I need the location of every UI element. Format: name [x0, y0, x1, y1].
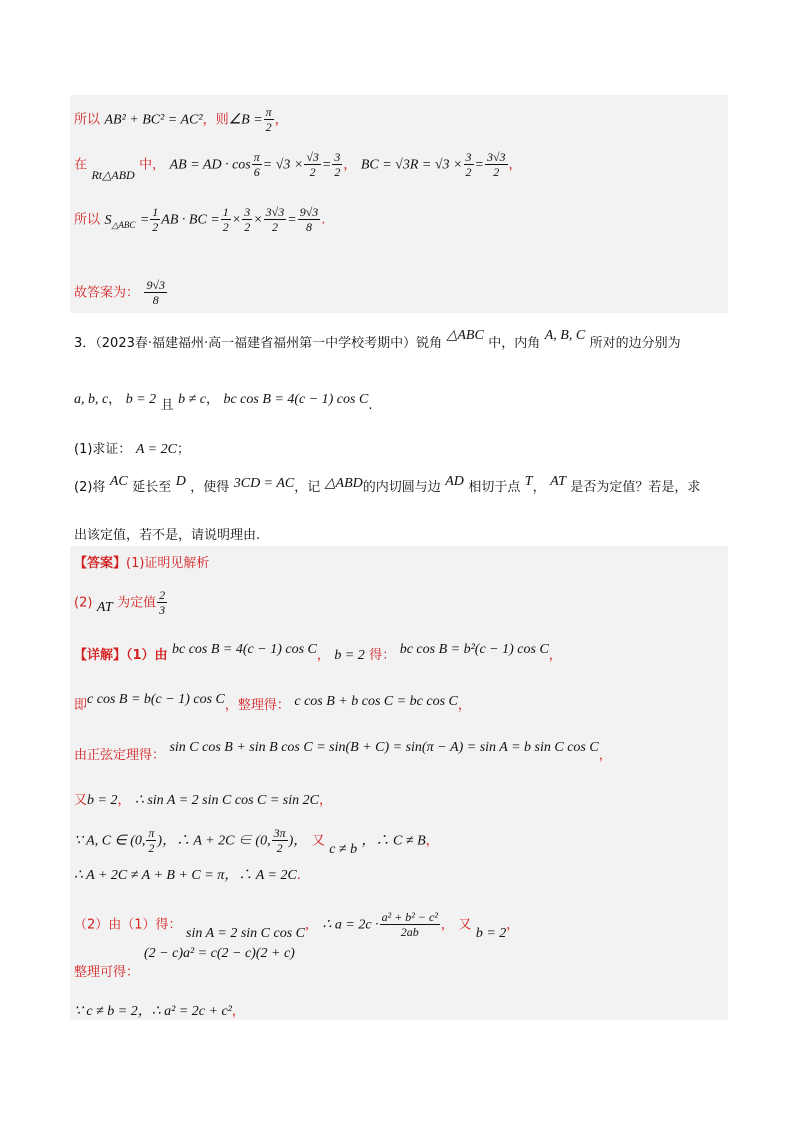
detail-line-4: 又b = 2， ∴ sin A = 2 sin C cos C = sin 2C， [74, 793, 332, 808]
solution-line-3: 所以 $S_{\triangle ABC}$ = $\frac{1}{2}$ AB · BC = $\frac{1}{2}$ × $\frac{3}{2}$ × $\frac{3√3}{2}$ = $\frac{9√3}{8}$ . [74, 205, 326, 234]
fraction: $\frac{√3}{2}$ [306, 150, 319, 179]
answer-line-1: 【答案】(1)证明见解析 [74, 556, 210, 571]
detail-line-2: 即c cos B = b(c − 1) cos C，整理得： c cos B + b cos C = bc cos C， [74, 692, 471, 713]
problem-3-line-1: 3．（2023春·福建福州·高一福建省福州第一中学校考期中）锐角 △ABC 中，内角 A, B, C 所对的边分别为 [74, 328, 681, 351]
fraction: $\frac{9√3}{8}$ [146, 278, 166, 307]
problem-3-part-2: (2)将 AC 延长至 D ，使得 3CD = AC，记 △ABD的内切圆与边 AD 相切于点 T， AT 是否为定值？若是，求 [74, 474, 701, 495]
fraction: $\frac{\pi}{6}$ [253, 150, 260, 179]
detail-line-5: ∵ A, C ∈ (0, $\frac{\pi}{2}$ )，∴ A + 2C ∈ (0, $\frac{3\pi}{2}$ )， 又 c ≠ b ，∴ C ≠ B， [74, 826, 439, 857]
solution-line-2: 在 Rt△ABD 中， AB = AD · cos $\frac{\pi}{6}$ = √3 × $\frac{√3}{2}$ = $\frac{3}{2}$ ， BC = √3R = √3 × $\frac{3}{2}$ = $\frac{3√3}{2}$ ， [74, 150, 522, 182]
fraction: $\frac{3}{2}$ [465, 150, 472, 179]
answer-line-2: (2) AT 为定值 $\frac{2}{3}$ [74, 588, 166, 617]
fraction: $\frac{3\pi}{2}$ [273, 826, 286, 855]
problem-3-line-2: a, b, c， b = 2 且 b ≠ c， bc cos B = 4(c − 1) cos C. [74, 392, 373, 413]
detail-line-8-label: 整理可得： [74, 965, 140, 980]
detail-line-3: 由正弦定理得： sin C cos B + sin B cos C = sin(B + C) = sin(π − A) = sin A = b sin C cos C， [74, 740, 612, 763]
problem-3-part-1: (1)求证： A = 2C； [74, 442, 190, 457]
fraction: $\frac{\pi}{2}$ [265, 105, 272, 134]
fraction: $\frac{1}{2}$ [152, 205, 159, 234]
detail-line-1: 【详解】（1）由 bc cos B = 4(c − 1) cos C， b = 2 得： bc cos B = b²(c − 1) cos C， [74, 642, 562, 663]
fraction: $\frac{1}{2}$ [222, 205, 229, 234]
fraction: $\frac{3√3}{2}$ [486, 150, 506, 179]
detail-line-9: ∵ c ≠ b = 2，∴ a² = 2c + c²， [74, 1004, 245, 1019]
fraction: $\frac{9√3}{8}$ [299, 205, 319, 234]
detail-line-7: （2）由（1）得： sin A = 2 sin C cos C， ∴ a = 2c · $\frac{\text{a² + b² − c²}}{2ab}$ ， 又 b = 2， [74, 910, 520, 941]
solution-line-1: 所以 AB² + BC² = AC²，则∠B = $\frac{\pi}{2}$ ， [74, 105, 288, 134]
fraction: $\frac{\text{a² + b² − c²}}{2ab}$ [381, 910, 438, 939]
fraction: $\frac{2}{3}$ [159, 588, 166, 617]
fraction: $\frac{3}{2}$ [244, 205, 251, 234]
fraction: $\frac{\pi}{2}$ [148, 826, 155, 855]
final-answer-line: 故答案为： $\frac{9√3}{8}$ [74, 278, 166, 307]
detail-line-8: (2 − c)a² = c(2 − c)(2 + c) [144, 946, 295, 961]
fraction: $\frac{3√3}{2}$ [265, 205, 285, 234]
problem-3-line-5: 出该定值，若不是，请说明理由. [74, 528, 261, 543]
detail-line-6: ∴ A + 2C ≠ A + B + C = π，∴ A = 2C. [74, 868, 301, 883]
fraction: $\frac{3}{2}$ [334, 150, 341, 179]
